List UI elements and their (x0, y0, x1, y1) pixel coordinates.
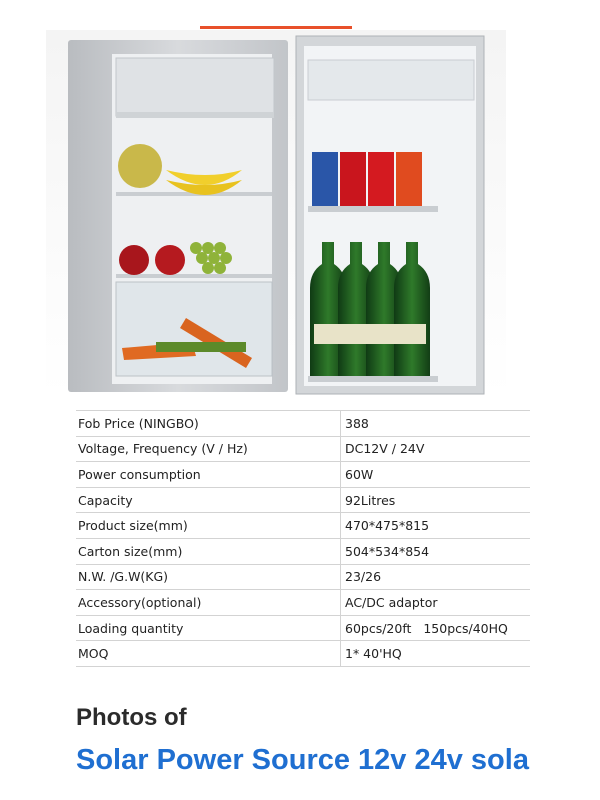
table-row (76, 436, 530, 462)
spec-table (76, 410, 530, 667)
spec-value: DC12V / 24V (341, 436, 531, 462)
table-row (76, 462, 530, 488)
spec-key: Carton size(mm) (76, 538, 341, 564)
refrigerator-photo-icon (46, 30, 506, 396)
table-row (76, 590, 530, 616)
spec-value: 92Litres (341, 487, 531, 513)
table-row (76, 513, 530, 539)
table-row (76, 487, 530, 513)
product-photo (46, 30, 506, 396)
spec-key: Product size(mm) (76, 513, 341, 539)
spec-key: Power consumption (76, 462, 341, 488)
photos-heading: Photos of (76, 704, 187, 731)
spec-value: 470*475*815 (341, 513, 531, 539)
spec-value: 504*534*854 (341, 538, 531, 564)
spec-key: Fob Price (NINGBO) (76, 411, 341, 437)
spec-key: Voltage, Frequency (V / Hz) (76, 436, 341, 462)
spec-value: 60W (341, 462, 531, 488)
table-row (76, 641, 530, 667)
spec-value: 388 (341, 411, 531, 437)
table-row (76, 615, 530, 641)
table-row (76, 411, 530, 437)
spec-key: MOQ (76, 641, 341, 667)
spec-key: Accessory(optional) (76, 590, 341, 616)
spec-key: Capacity (76, 487, 341, 513)
spec-value: 60pcs/20ft 150pcs/40HQ (341, 615, 531, 641)
spec-value: AC/DC adaptor (341, 590, 531, 616)
spec-key: N.W. /G.W(KG) (76, 564, 341, 590)
accent-bar (200, 26, 352, 29)
product-title[interactable]: Solar Power Source 12v 24v sola (76, 744, 529, 776)
table-row (76, 564, 530, 590)
spec-value: 23/26 (341, 564, 531, 590)
table-row (76, 538, 530, 564)
spec-value: 1* 40'HQ (341, 641, 531, 667)
spec-key: Loading quantity (76, 615, 341, 641)
